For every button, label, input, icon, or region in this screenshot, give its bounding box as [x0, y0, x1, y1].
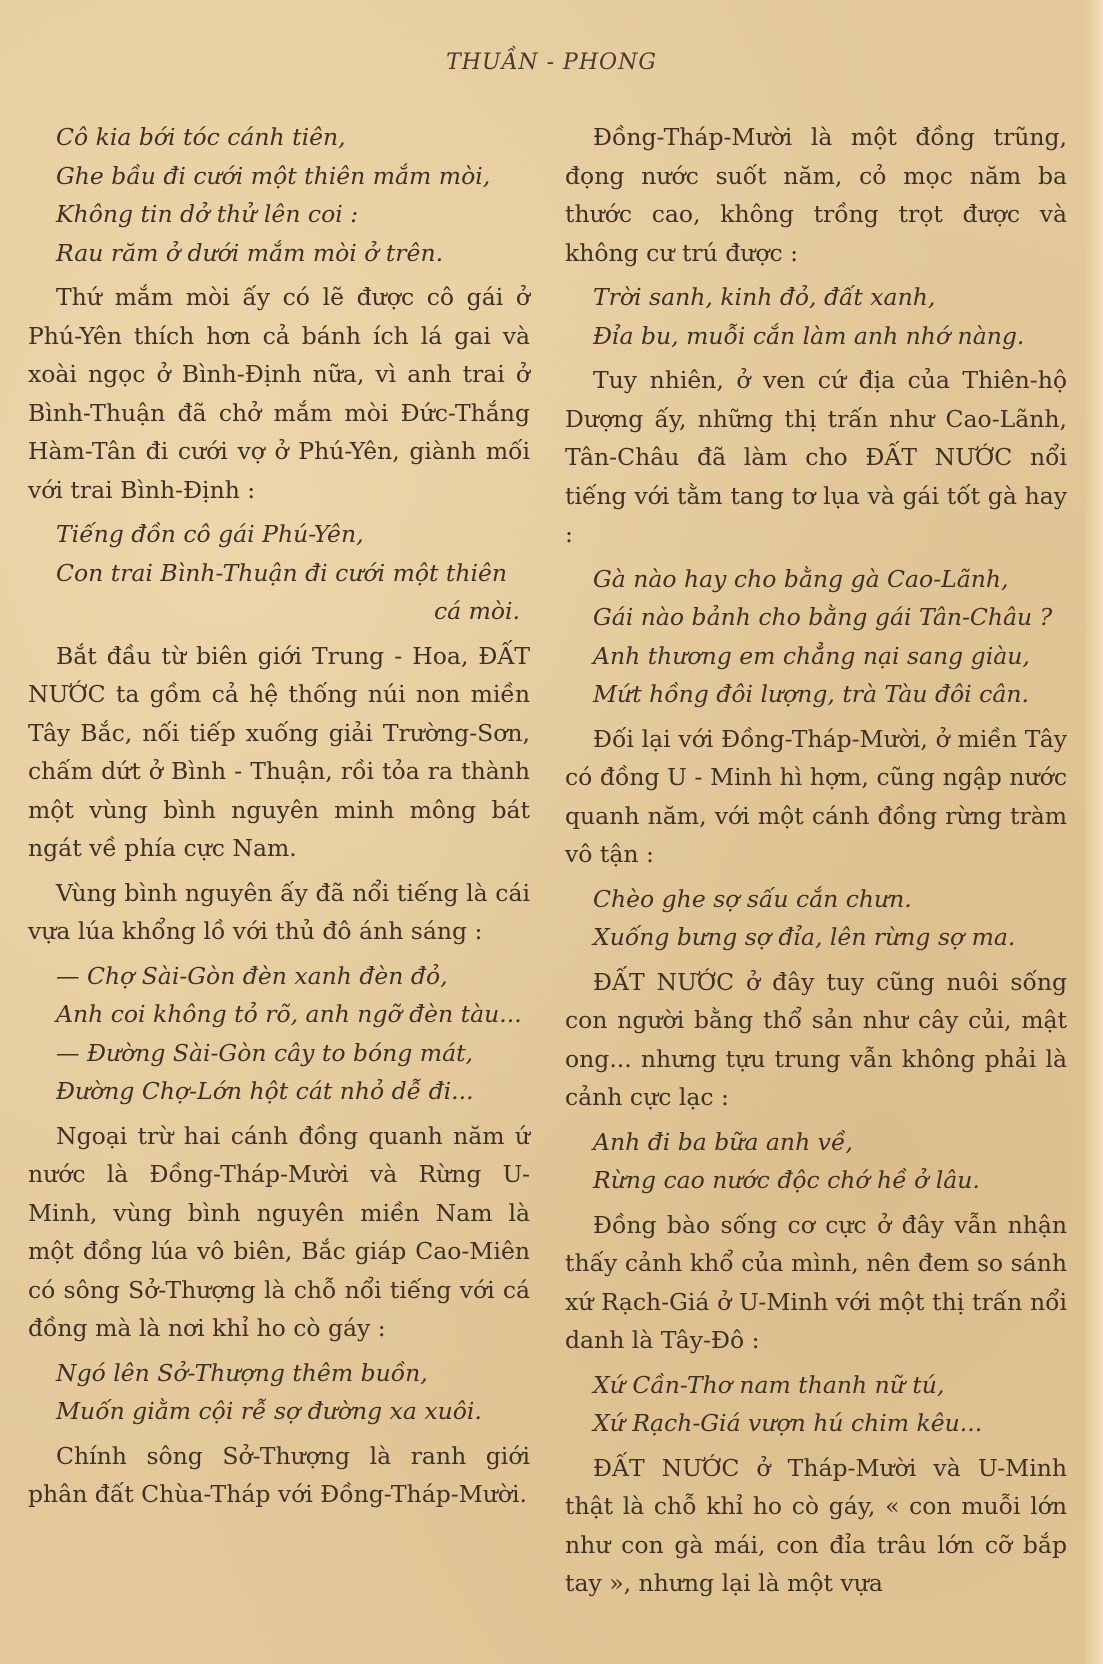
paragraph: Tuy nhiên, ở ven cứ địa của Thiên-hộ Dượng ấy, những thị trấn như Cao-Lãnh, Tân-Châu đã làm cho ĐẤT NƯỚC nổi tiếng với tằm tang tơ lụa và gái tốt gà hay : [565, 366, 1067, 548]
verse-line: Anh coi không tỏ rõ, anh ngỡ đèn tàu... [56, 1000, 522, 1028]
verse-line: Ngó lên Sở-Thượng thêm buồn, [56, 1358, 428, 1387]
verse-line: Con trai Bình-Thuận đi cưới một thiên [56, 558, 508, 587]
verse-line: Không tin dở thử lên coi : [56, 200, 359, 228]
verse-block [28, 515, 530, 631]
verse-line: Rau răm ở dưới mắm mòi ở trên. [56, 238, 444, 267]
verse-line: Đường Chợ-Lớn hột cát nhỏ dễ đi... [56, 1077, 474, 1105]
verse-line: Gà nào hay cho bằng gà Cao-Lãnh, [593, 564, 1009, 593]
paragraph: ĐẤT NƯỚC ở Tháp-Mười và U-Minh thật là chỗ khỉ ho cò gáy, « con muỗi lớn như con gà mái, con đỉa trâu lớn cỡ bắp tay », nhưng lại là một vựa [565, 1453, 1067, 1597]
verse-line: Ghe bầu đi cưới một thiên mắm mòi, [56, 161, 491, 190]
verse-line: Trời sanh, kinh đỏ, đất xanh, [593, 283, 936, 311]
paragraph: Ngoại trừ hai cánh đồng quanh năm ứ nước là Đồng-Tháp-Mười và Rừng U-Minh, vùng bình nguyên miền Nam là một đồng lúa vô biên, Bắc giáp Cao-Miên có sông Sở-Thượng là chỗ nổi tiếng với cá đồng mà là nơi khỉ ho cò gáy : [28, 1121, 530, 1342]
verse-line: Cô kia bới tóc cánh tiên, [56, 123, 346, 151]
verse-line: Muốn giằm cội rễ sợ đường xa xuôi. [56, 1397, 482, 1425]
verse-block [565, 1123, 1067, 1200]
verse-block [28, 957, 530, 1111]
verse-line: Mứt hồng đôi lượng, trà Tàu đôi cân. [593, 680, 1029, 708]
verse-line: Anh đi ba bữa anh về, [593, 1127, 853, 1156]
paragraph: Thứ mắm mòi ấy có lẽ được cô gái ở Phú-Yên thích hơn cả bánh ích lá gai và xoài ngọc ở Bình-Định nữa, vì anh trai ở Bình-Thuận đã chở mắm mòi Đức-Thắng Hàm-Tân đi cưới vợ ở Phú-Yên, giành mối với trai Bình-Định : [28, 283, 530, 504]
verse-line: Chèo ghe sợ sấu cắn chưn. [593, 884, 912, 913]
right-column [565, 118, 1067, 1609]
verse-line: — Đường Sài-Gòn cây to bóng mát, [56, 1038, 473, 1067]
paragraph: Đồng bào sống cơ cực ở đây vẫn nhận thấy cảnh khổ của mình, nên đem so sánh xứ Rạch-Giá ở U-Minh với một thị trấn nổi danh là Tây-Đô : [565, 1210, 1067, 1354]
verse-line: Tiếng đồn cô gái Phú-Yên, [56, 520, 364, 548]
paragraph: Bắt đầu từ biên giới Trung - Hoa, ĐẤT NƯỚC ta gồm cả hệ thống núi non miền Tây Bắc, nối tiếp xuống giải Trường-Sơn, chấm dứt ở Bình - Thuận, rồi tỏa ra thành một vùng bình nguyên minh mông bát ngát về phía cực Nam. [28, 641, 530, 862]
paragraph: ĐẤT NƯỚC ở đây tuy cũng nuôi sống con người bằng thổ sản như cây củi, mật ong... nhưng tựu trung vẫn không phải là cảnh cực lạc : [565, 967, 1067, 1111]
verse-block [565, 560, 1067, 714]
verse-line: Xứ Rạch-Giá vượn hú chim kêu... [593, 1409, 983, 1437]
paragraph: Đối lại với Đồng-Tháp-Mười, ở miền Tây có đồng U - Minh hì hợm, cũng ngập nước quanh năm, với một cánh đồng rừng tràm vô tận : [565, 724, 1067, 868]
paragraph: Vùng bình nguyên ấy đã nổi tiếng là cái vựa lúa khổng lồ với thủ đô ánh sáng : [28, 878, 530, 945]
verse-line-continuation: cá mòi. [433, 597, 520, 625]
paragraph: Chính sông Sở-Thượng là ranh giới phân đất Chùa-Tháp với Đồng-Tháp-Mười. [28, 1441, 530, 1508]
verse-line: Đỉa bu, muỗi cắn làm anh nhớ nàng. [593, 321, 1025, 350]
running-header: THUẦN - PHONG [446, 50, 657, 75]
verse-line: Rừng cao nước độc chớ hề ở lâu. [593, 1166, 980, 1194]
verse-block [565, 880, 1067, 957]
verse-line: — Chợ Sài-Gòn đèn xanh đèn đỏ, [56, 961, 448, 990]
verse-block [565, 278, 1067, 355]
left-column [28, 118, 530, 1520]
verse-block [28, 118, 530, 272]
paragraph: Đồng-Tháp-Mười là một đồng trũng, đọng nước suốt năm, cỏ mọc năm ba thước cao, không trồng trọt được và không cư trú được : [565, 123, 1067, 267]
verse-block [565, 1366, 1067, 1443]
verse-line: Xuống bưng sợ đỉa, lên rừng sợ ma. [593, 923, 1016, 951]
verse-block [28, 1354, 530, 1431]
verse-line: Gái nào bảnh cho bằng gái Tân-Châu ? [593, 603, 1053, 631]
page-edge [1085, 0, 1103, 1664]
verse-line: Xứ Cần-Thơ nam thanh nữ tú, [593, 1370, 945, 1399]
verse-line: Anh thương em chẳng nại sang giàu, [593, 641, 1030, 670]
